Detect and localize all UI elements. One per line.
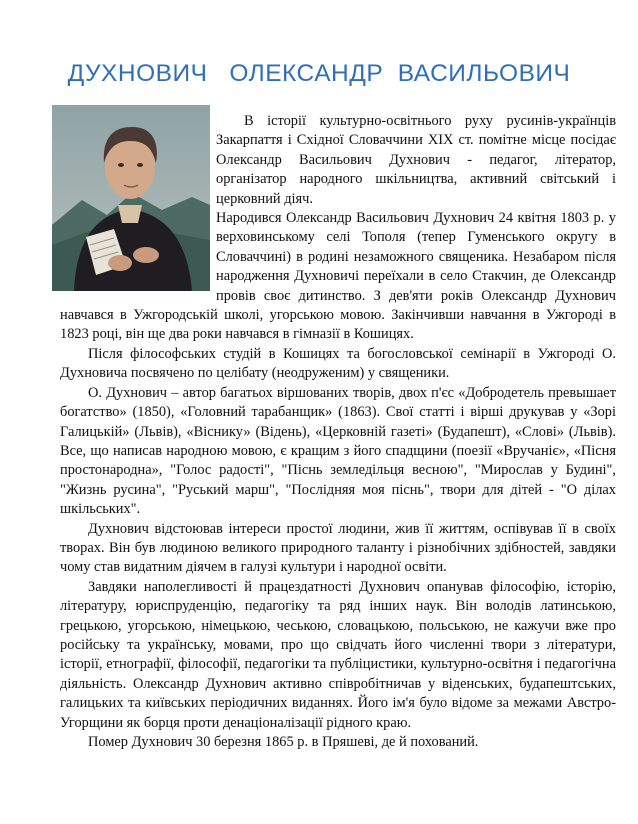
portrait-spacer	[60, 105, 216, 291]
paragraph-intro: В історії культурно-освітнього руху русинів-українців Закарпаття і Східної Словаччини XIX ст. помітне місце посідає Олександр Васильович Духнович - педагог, літератор, організатор народного шкільництва, активний світський і церковний діяч.	[216, 113, 616, 207]
article-body	[60, 112, 616, 752]
paragraph-interests: Духнович відстоював інтереси простої людини, жив її життям, оспівував її в своїх творах. Він був людиною великого природного таланту і різнобічних здібностей, завдяки чому став видатним діячем в галузі культури і народної освіти.	[60, 520, 616, 576]
paragraph-biography: Народився Олександр Васильович Духнович 24 квітня 1803 р. у верховинському селі Тополя (тепер Гуменського округу в Словаччині) в родині незаможного священика. Незабаром після народження Духновичі переїхали в село Стакчин, де Олександр провів своє дитинство. З дев'яти років Олександр Духнович навчався в Ужгородській школі, угорською мовою. Закінчивши навчання в Ужгороді в 1823 році, він ще два роки навчався в гімназії в Кошицях.	[60, 210, 616, 343]
paragraph-languages: Завдяки наполегливості й працездатності Духнович опанував філософію, історію, літературу, юриспруденцію, педагогіку та ряд інших наук. Він володів латинською, грецькою, угорською, німецькою, чеською, словацькою, польською, не кажучи вже про російську та українську, мовами, про що свідчать його численні твори з літератури, історії, етнографії, філософії, педагогіки та публіцистики, культурно-освітня і педагогічна діяльність. Олександр Духнович активно співробітничав у віденських, будапештських, галицьких та київських періодичних виданнях. Його ім'я було відоме за межами Австро-Угорщини як борця проти денаціоналізації рідного краю.	[60, 578, 616, 731]
page-title: ДУХНОВИЧ ОЛЕКСАНДР ВАСИЛЬОВИЧ	[67, 60, 571, 87]
paragraph-works: О. Духнович – автор багатьох віршованих творів, двох п'єс «Добродетель превышает богатство» (1850), «Головний тарабанщик» (1863). Свої статті і вірші друкував у «Зорі Галицькій» (Львів), «Віснику» (Відень), «Церковній газеті» (Будапешт), «Слові» (Львів). Все, що написав народною мовою, є кращим з його спадщини (поезії «Вручаніє», «Пісня простонародна», "Голос радості", "Піснь земледільця весною", "Мирослав у Будині", "Жизнь русина", "Руський марш", "Послідняя моя піснь", твори для дітей - "О ділах шкільських".	[60, 384, 616, 518]
paragraph-death: Помер Духнович 30 березня 1865 р. в Пряшеві, де й похований.	[88, 734, 479, 750]
paragraph-ordination: Після філософських студій в Кошицях та богословської семінарії в Ужгороді О. Духновича посвячено по целібату (неодруженим) у священики.	[60, 345, 616, 382]
